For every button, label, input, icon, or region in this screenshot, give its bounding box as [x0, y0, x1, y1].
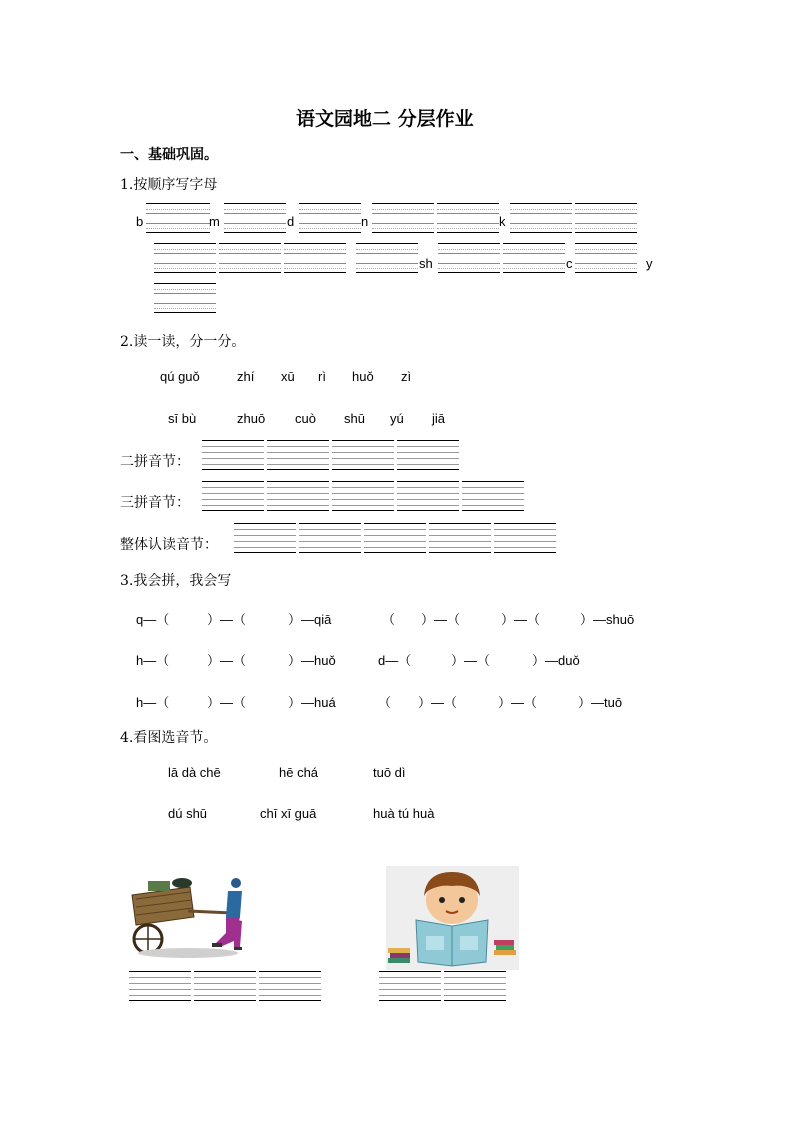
pinyin-choice: lā dà chē — [168, 765, 221, 780]
spell-part: （ — [382, 612, 396, 627]
pinyin-choice: huà tú huà — [373, 806, 435, 821]
category-whole-read: 整体认读音节： — [120, 537, 218, 553]
pinyin-item: rì — [318, 369, 326, 384]
reading-illustration — [386, 866, 519, 970]
spell-part: ）—tuō — [578, 695, 623, 710]
spell-part: ）—qiā — [288, 612, 332, 627]
letter-k: k — [499, 214, 506, 229]
category-three-syllable: 三拼音节： — [120, 495, 190, 511]
pinyin-item: cuò — [295, 411, 316, 426]
pinyin-item: zì — [401, 369, 412, 384]
letter-y: y — [646, 256, 653, 271]
answer-grid-row[interactable] — [379, 971, 506, 1001]
spell-part: ）—（ — [207, 653, 247, 668]
letter-grid[interactable] — [503, 243, 565, 273]
letter-grid[interactable] — [224, 203, 286, 233]
pinyin-choice: dú shū — [168, 806, 208, 821]
letter-d: d — [287, 214, 295, 229]
letter-sh: sh — [419, 256, 433, 271]
letter-grid[interactable] — [356, 243, 418, 273]
answer-grid-row[interactable] — [202, 440, 459, 470]
letter-c: c — [566, 256, 573, 271]
pinyin-choice: hē chá — [279, 765, 319, 780]
pinyin-item: shū — [344, 411, 365, 426]
answer-grid-row[interactable] — [129, 971, 321, 1001]
q3-label: 3.我会拼，我会写 — [120, 573, 232, 589]
pinyin-choice: chī xī guā — [260, 806, 317, 821]
spell-part: ）—（ — [451, 653, 491, 668]
pinyin-item: xū — [281, 369, 295, 384]
spell-part: ）—（ — [207, 695, 247, 710]
spell-part: （ — [378, 695, 392, 710]
q2-label: 2.读一读，分一分。 — [120, 334, 246, 350]
spell-part: ）—（ — [207, 612, 247, 627]
section-basic-heading: 一、基础巩固。 — [120, 147, 218, 163]
spell-part: q—（ — [136, 612, 170, 627]
category-two-syllable: 二拼音节： — [120, 454, 190, 470]
pinyin-item: jiā — [432, 411, 446, 426]
letter-grid[interactable] — [372, 203, 434, 233]
letter-grid[interactable] — [299, 203, 361, 233]
letter-grid[interactable] — [510, 203, 572, 233]
q1-label: 1.按顺序写字母 — [120, 177, 218, 193]
letter-grid[interactable] — [284, 243, 346, 273]
letter-grid[interactable] — [154, 283, 216, 313]
spell-part: ）—duǒ — [532, 653, 580, 668]
spell-part: ）—huǒ — [288, 653, 336, 668]
pinyin-item: zhuō — [237, 411, 266, 426]
spell-part: d—（ — [378, 653, 412, 668]
letter-grid[interactable] — [575, 243, 637, 273]
spell-part: ）—shuō — [580, 612, 635, 627]
spell-part: h—（ — [136, 653, 170, 668]
letter-grid[interactable] — [437, 203, 499, 233]
letter-grid[interactable] — [575, 203, 637, 233]
cart-illustration — [128, 877, 244, 965]
spell-part: ）—（ — [498, 695, 538, 710]
answer-grid-row[interactable] — [202, 481, 524, 511]
letter-grid[interactable] — [219, 243, 281, 273]
letter-m: m — [209, 214, 220, 229]
pinyin-item: yú — [390, 411, 404, 426]
letter-grid[interactable] — [146, 203, 210, 233]
letter-grid[interactable] — [438, 243, 500, 273]
spell-part: ）—（ — [421, 612, 461, 627]
spell-part: ）—（ — [418, 695, 458, 710]
page-title: 语文园地二 分层作业 — [296, 108, 474, 130]
pinyin-item: qú guǒ — [160, 369, 200, 384]
pinyin-item: zhí — [237, 369, 255, 384]
letter-n: n — [361, 214, 369, 229]
pinyin-item: huǒ — [352, 369, 374, 384]
spell-part: ）—huá — [288, 695, 336, 710]
pinyin-item: sī bù — [168, 411, 197, 426]
spell-part: ）—（ — [501, 612, 541, 627]
spell-part: h—（ — [136, 695, 170, 710]
letter-grid[interactable] — [154, 243, 216, 273]
pinyin-choice: tuō dì — [373, 765, 406, 780]
answer-grid-row[interactable] — [234, 523, 556, 553]
q4-label: 4.看图选音节。 — [120, 730, 218, 746]
letter-b: b — [136, 214, 144, 229]
